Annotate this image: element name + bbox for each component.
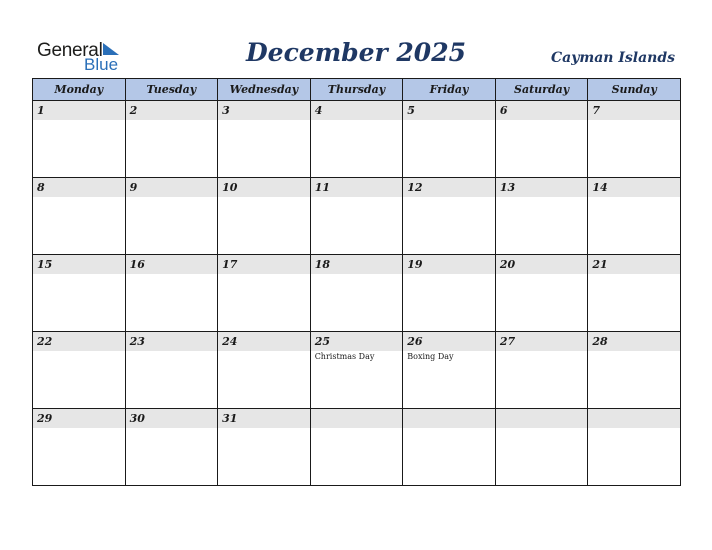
logo bbox=[37, 40, 127, 74]
weekday-header: Wednesday bbox=[218, 79, 311, 101]
logo-text-blue: Blue bbox=[84, 55, 119, 74]
week-row bbox=[33, 255, 681, 332]
day-cell[interactable] bbox=[125, 409, 218, 486]
day-number: 23 bbox=[126, 332, 218, 351]
day-cell[interactable] bbox=[588, 101, 681, 178]
day-cell[interactable] bbox=[495, 178, 588, 255]
weekday-header-row bbox=[33, 79, 681, 101]
day-cell[interactable] bbox=[33, 101, 126, 178]
day-number: 21 bbox=[588, 255, 680, 274]
day-cell[interactable] bbox=[403, 101, 496, 178]
day-cell[interactable] bbox=[125, 332, 218, 409]
day-number: 22 bbox=[33, 332, 125, 351]
day-number: 9 bbox=[126, 178, 218, 197]
day-cell[interactable] bbox=[310, 255, 403, 332]
day-cell[interactable] bbox=[125, 101, 218, 178]
day-number: 10 bbox=[218, 178, 310, 197]
day-cell[interactable] bbox=[310, 332, 403, 409]
day-number: 2 bbox=[126, 101, 218, 120]
day-number: 3 bbox=[218, 101, 310, 120]
day-cell[interactable] bbox=[218, 101, 311, 178]
day-number: 6 bbox=[496, 101, 588, 120]
day-cell[interactable] bbox=[588, 409, 681, 486]
day-number: 28 bbox=[588, 332, 680, 351]
day-number: 26 bbox=[403, 332, 495, 351]
week-row bbox=[33, 332, 681, 409]
day-number: 31 bbox=[218, 409, 310, 428]
holiday-label: Boxing Day bbox=[407, 352, 454, 361]
day-cell[interactable] bbox=[495, 101, 588, 178]
weekday-header: Sunday bbox=[588, 79, 681, 101]
day-cell[interactable] bbox=[495, 255, 588, 332]
day-number bbox=[311, 409, 403, 428]
holiday-label: Christmas Day bbox=[314, 352, 375, 361]
day-number: 8 bbox=[33, 178, 125, 197]
day-number bbox=[403, 409, 495, 428]
day-cell[interactable] bbox=[588, 255, 681, 332]
day-cell[interactable] bbox=[588, 332, 681, 409]
day-cell[interactable] bbox=[33, 255, 126, 332]
day-number: 30 bbox=[126, 409, 218, 428]
day-cell[interactable] bbox=[310, 101, 403, 178]
day-cell[interactable] bbox=[218, 255, 311, 332]
week-row bbox=[33, 101, 681, 178]
day-cell[interactable] bbox=[403, 332, 496, 409]
week-row bbox=[33, 409, 681, 486]
day-number: 27 bbox=[496, 332, 588, 351]
day-cell[interactable] bbox=[125, 255, 218, 332]
day-number bbox=[588, 409, 680, 428]
day-cell[interactable] bbox=[218, 409, 311, 486]
day-cell[interactable] bbox=[310, 178, 403, 255]
day-cell[interactable] bbox=[403, 178, 496, 255]
logo-text-general: General bbox=[37, 40, 103, 61]
weekday-header: Saturday bbox=[495, 79, 588, 101]
weekday-header: Friday bbox=[403, 79, 496, 101]
calendar-grid bbox=[32, 78, 681, 486]
day-number: 17 bbox=[218, 255, 310, 274]
day-cell[interactable] bbox=[33, 409, 126, 486]
day-cell[interactable] bbox=[218, 178, 311, 255]
day-number: 4 bbox=[311, 101, 403, 120]
day-number: 7 bbox=[588, 101, 680, 120]
day-cell[interactable] bbox=[310, 409, 403, 486]
day-cell[interactable] bbox=[33, 332, 126, 409]
weekday-header: Monday bbox=[33, 79, 126, 101]
day-number: 19 bbox=[403, 255, 495, 274]
day-number: 12 bbox=[403, 178, 495, 197]
day-cell[interactable] bbox=[403, 409, 496, 486]
day-cell[interactable] bbox=[218, 332, 311, 409]
day-number: 16 bbox=[126, 255, 218, 274]
calendar-title: December 2025 bbox=[245, 38, 466, 67]
day-cell[interactable] bbox=[33, 178, 126, 255]
day-number: 25 bbox=[311, 332, 403, 351]
weekday-header: Tuesday bbox=[125, 79, 218, 101]
week-row bbox=[33, 178, 681, 255]
country-name: Cayman Islands bbox=[551, 50, 675, 66]
day-number: 13 bbox=[496, 178, 588, 197]
day-number: 5 bbox=[403, 101, 495, 120]
day-number: 11 bbox=[311, 178, 403, 197]
day-cell[interactable] bbox=[495, 409, 588, 486]
day-number bbox=[496, 409, 588, 428]
day-number: 15 bbox=[33, 255, 125, 274]
day-number: 14 bbox=[588, 178, 680, 197]
weekday-header: Thursday bbox=[310, 79, 403, 101]
day-number: 18 bbox=[311, 255, 403, 274]
day-cell[interactable] bbox=[495, 332, 588, 409]
day-number: 29 bbox=[33, 409, 125, 428]
day-number: 20 bbox=[496, 255, 588, 274]
day-cell[interactable] bbox=[125, 178, 218, 255]
day-cell[interactable] bbox=[588, 178, 681, 255]
day-number: 24 bbox=[218, 332, 310, 351]
day-cell[interactable] bbox=[403, 255, 496, 332]
day-number: 1 bbox=[33, 101, 125, 120]
